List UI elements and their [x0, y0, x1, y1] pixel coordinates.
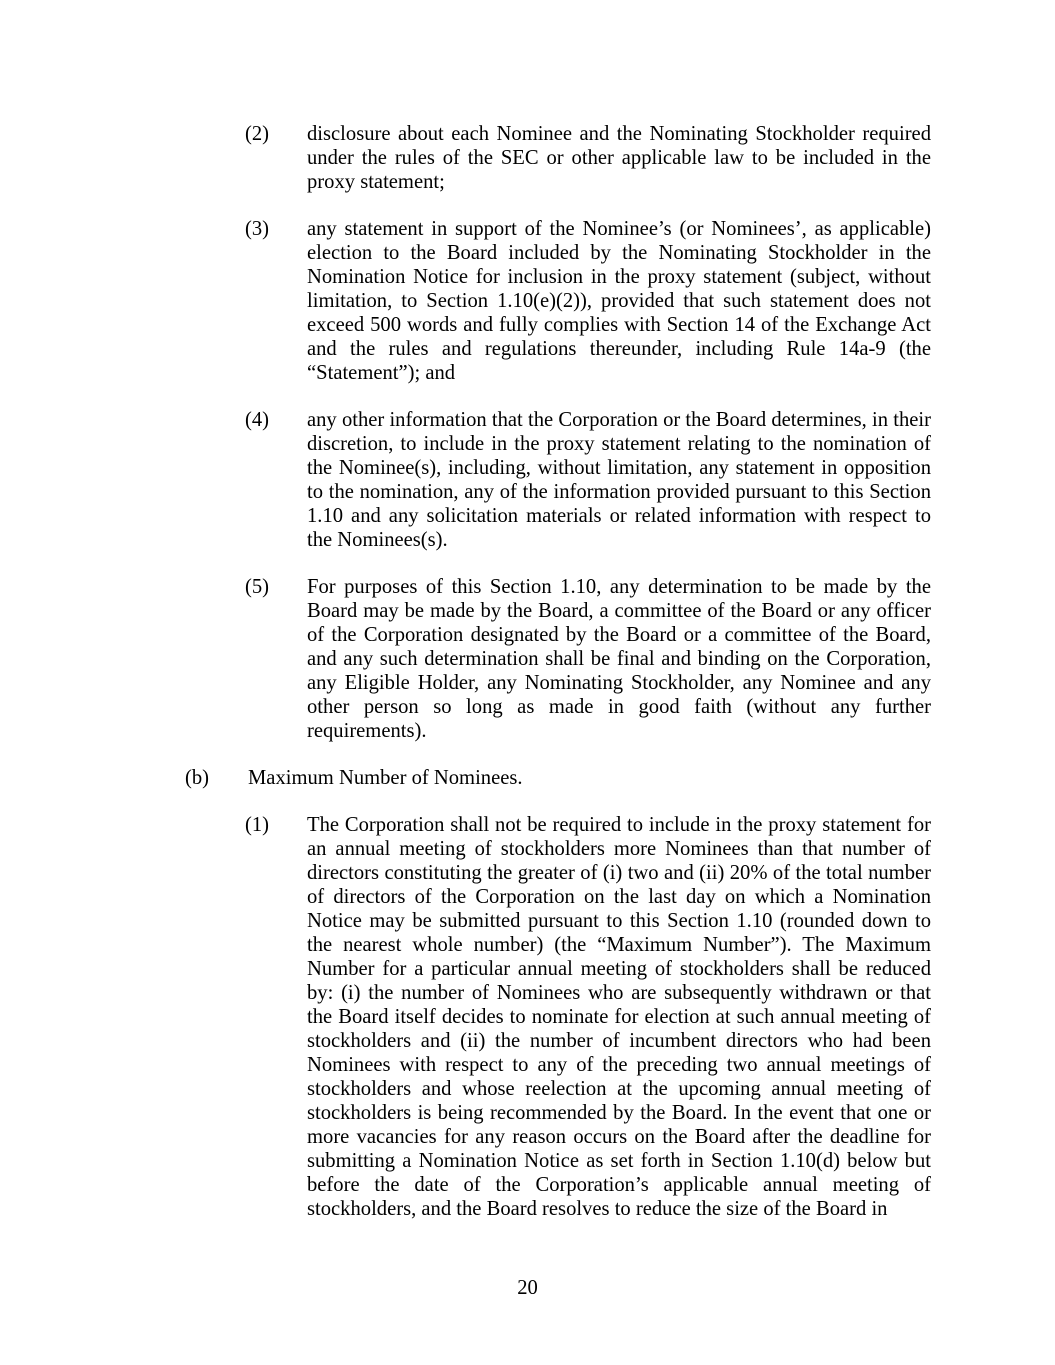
list-item-5-text: For purposes of this Section 1.10, any determination to be made by the Board may be made by the Board, a committee of the Board or any officer of the Corporation designated by the Board or a committee of the Board, and any such determination shall be final and binding on the Corporation, any Eligible Holder, any Nominating Stockholder, any Nominee and any other person so long as made in good faith (without any further requirements).	[307, 576, 931, 742]
list-item-3	[245, 217, 1055, 385]
list-item-b1-text: The Corporation shall not be required to include in the proxy statement for an annual meeting of stockholders more Nominees than that number of directors constituting the greater of (i) two and (ii) 20% of the total number of directors of the Corporation on the last day on which a Nomination Notice may be submitted pursuant to this Section 1.10 (rounded down to the nearest whole number) (the “Maximum Number”). The Maximum Number for a particular annual meeting of stockholders shall be reduced by: (i) the number of Nominees who are subsequently withdrawn or that the Board itself decides to nominate for election at such annual meeting of stockholders and (ii) the number of incumbent directors who had been Nominees with respect to any of the preceding two annual meetings of stockholders and whose reelection at the upcoming annual meeting of stockholders is being recommended by the Board. In the event that one or more vacancies for any reason occurs on the Board after the deadline for submitting a Nomination Notice as set forth in Section 1.10(d) below but before the date of the Corporation’s applicable annual meeting of stockholders, and the Board resolves to reduce the size of the Board in	[307, 814, 931, 1220]
list-item-2	[245, 122, 1055, 194]
list-item-b1-marker: (1)	[245, 814, 270, 836]
list-item-5-marker: (5)	[245, 576, 270, 598]
list-item-2-marker: (2)	[245, 123, 270, 145]
list-item-b1	[245, 813, 1055, 1221]
list-item-4	[245, 408, 1055, 552]
list-item-2-text: disclosure about each Nominee and the Nominating Stockholder required under the rules of the SEC or other applicable law to be included in the proxy statement;	[307, 123, 931, 193]
section-b-heading	[185, 766, 1055, 790]
list-item-3-text: any statement in support of the Nominee’s (or Nominees’, as applicable) election to the Board included by the Nominating Stockholder in the Nomination Notice for inclusion in the proxy statement (subject, without limitation, to Section 1.10(e)(2)), provided that such statement does not exceed 500 words and fully complies with Section 14 of the Exchange Act and the rules and regulations thereunder, including Rule 14a-9 (the “Statement”); and	[307, 218, 931, 384]
section-b-marker: (b)	[185, 767, 210, 789]
section-b-title: Maximum Number of Nominees.	[248, 767, 523, 789]
list-item-4-text: any other information that the Corporation or the Board determines, in their discretion, to include in the proxy statement relating to the nomination of the Nominee(s), including, without limitation, any statement in opposition to the nomination, any of the information provided pursuant to this Section 1.10 and any solicitation materials or related information with respect to the Nominees(s).	[307, 409, 931, 551]
document-content	[0, 122, 1055, 1244]
list-item-5	[245, 575, 1055, 743]
list-item-3-marker: (3)	[245, 218, 270, 240]
list-item-4-marker: (4)	[245, 409, 270, 431]
page-number: 20	[517, 1277, 538, 1299]
